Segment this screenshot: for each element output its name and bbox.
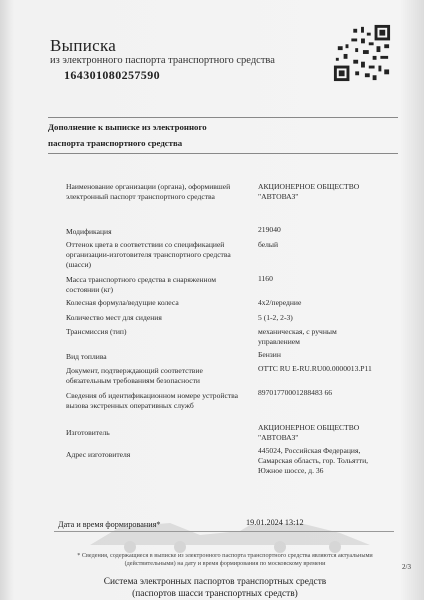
field-value: 89701770001288483 66	[258, 388, 333, 397]
generation-date-label: Дата и время формирования*	[58, 520, 161, 529]
field-value: АКЦИОНЕРНОЕ ОБЩЕСТВО "АВТОВАЗ"	[258, 182, 360, 202]
document-number: 164301080257590	[64, 68, 160, 82]
page-title: Выписка	[50, 36, 117, 55]
divider	[54, 531, 394, 532]
field-label: Колесная формула/ведущие колеса	[66, 298, 179, 307]
section-heading: Дополнение к выписке из электронного	[48, 122, 207, 132]
field-label: Модификация	[66, 227, 112, 236]
field-label: Оттенок цвета в соответствии со спецификацией организации-изготовителя транспортного средства (шасси)	[66, 240, 231, 270]
field-label: Вид топлива	[66, 352, 107, 361]
field-value: 219040	[258, 225, 281, 234]
system-name-line: (паспортов шасси транспортных средств)	[132, 589, 298, 599]
field-value: 445024, Российская Федерация, Самарская область, гор. Тольятти, Южное шоссе, д. 36	[258, 446, 369, 476]
divider	[48, 153, 398, 154]
field-value: АКЦИОНЕРНОЕ ОБЩЕСТВО "АВТОВАЗ"	[258, 423, 360, 443]
field-value: механическая, с ручным управлением	[258, 327, 337, 347]
field-label: Сведения об идентификационном номере устройства вызова экстренных оперативных служб	[66, 391, 239, 411]
field-label: Трансмиссия (тип)	[66, 327, 127, 336]
footnote: * Сведения, содержащиеся в выписке из электронного паспорта транспортного средства являются актуальными (действительными) на дату и время формирования по московскому времени	[77, 552, 373, 568]
qr-code-icon	[332, 22, 392, 84]
section-heading: паспорта транспортного средства	[48, 138, 183, 148]
field-label: Изготовитель	[66, 428, 110, 437]
field-label: Количество мест для сидения	[66, 313, 162, 322]
field-label: Адрес изготовителя	[66, 450, 131, 459]
field-label: Документ, подтверждающий соответствие обязательным требованиям безопасности	[66, 366, 203, 386]
field-value: Бензин	[258, 350, 281, 359]
field-value: 4x2/передние	[258, 298, 302, 307]
page-subtitle: из электронного паспорта транспортного средства	[50, 55, 275, 66]
field-value: белый	[258, 240, 279, 249]
field-label: Масса транспортного средства в снаряженном состоянии (кг)	[66, 275, 217, 295]
field-value: 5 (1-2, 2-3)	[258, 313, 293, 322]
field-label: Наименование организации (органа), оформившей электронный паспорт транспортного средства	[66, 182, 231, 202]
divider	[48, 117, 398, 118]
field-value: ОТТС RU E-RU.RU00.0000013.P11	[258, 364, 372, 373]
system-name	[40, 576, 390, 600]
field-value: 1160	[258, 274, 273, 283]
generation-date-value: 19.01.2024 13:12	[246, 518, 304, 527]
page-number: 2/3	[402, 563, 411, 571]
system-name-line: Система электронных паспортов транспортных средств	[103, 577, 327, 587]
car-watermark-icon	[80, 505, 380, 555]
